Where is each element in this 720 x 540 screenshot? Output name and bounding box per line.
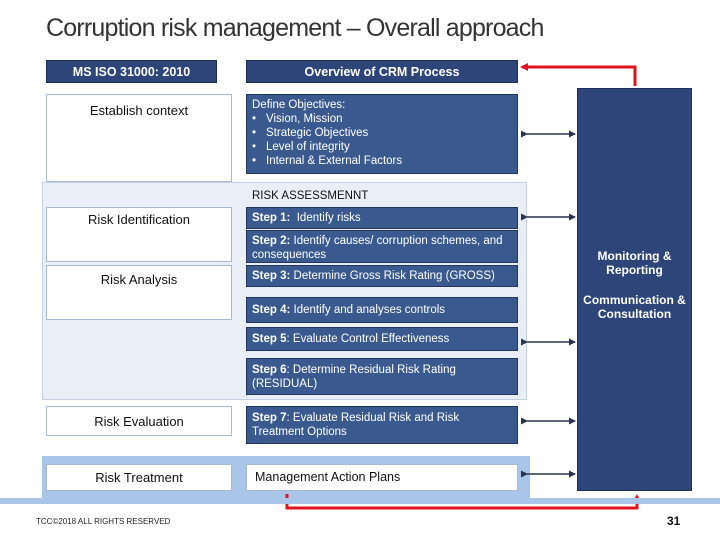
risk-assessment-heading: RISK ASSESSMENNT	[252, 190, 369, 202]
process-header: Overview of CRM Process	[246, 60, 518, 83]
risk-treatment-label: Risk Treatment	[95, 470, 183, 485]
objective-item: • Level of integrity	[252, 140, 512, 154]
step-text: Identify causes/ corruption schemes, and consequences	[252, 235, 503, 261]
objective-item: • Strategic Objectives	[252, 126, 512, 140]
step-text: : Determine Residual Risk Rating (RESIDUAL)	[252, 364, 456, 390]
step-number: Step 4:	[252, 304, 291, 316]
step-number: Step 5	[252, 333, 287, 345]
step-number: Step 6	[252, 364, 287, 376]
objective-item: • Vision, Mission	[252, 112, 512, 126]
step-text: Determine Gross Risk Rating (GROSS)	[293, 270, 495, 282]
step-text: Identify and analyses controls	[293, 304, 446, 316]
standard-label: MS ISO 31000: 2010	[46, 60, 217, 83]
footer-copyright: TCC©2018 ALL RIGHTS RESERVED	[36, 517, 171, 526]
step-number: Step 7	[252, 412, 287, 424]
page-title: Corruption risk management – Overall approach	[46, 14, 544, 42]
step-number: Step 2:	[252, 235, 291, 247]
establish-context-label: Establish context	[89, 103, 189, 118]
communication-consultation-label: Communication & Consultation	[583, 293, 686, 321]
step-number: Step 3:	[252, 270, 291, 282]
top-red-arrow	[522, 67, 635, 86]
management-action-plans-label: Management Action Plans	[255, 470, 401, 484]
step-text: : Evaluate Control Effectiveness	[286, 333, 450, 345]
objective-item: • Internal & External Factors	[252, 154, 512, 168]
step-number: Step 1:	[252, 212, 291, 224]
risk-evaluation-label: Risk Evaluation	[94, 413, 184, 429]
risk-analysis-label: Risk Analysis	[100, 272, 178, 287]
footer-bar	[0, 498, 720, 504]
define-objectives-heading: Define Objectives:	[252, 99, 346, 111]
page-number: 31	[667, 514, 681, 528]
step-text: : Evaluate Residual Risk and Risk Treatment Options	[252, 412, 460, 438]
risk-identification-label: Risk Identification	[88, 212, 190, 227]
step-text: Identify risks	[296, 212, 361, 224]
monitoring-reporting-label: Monitoring & Reporting	[597, 249, 672, 277]
